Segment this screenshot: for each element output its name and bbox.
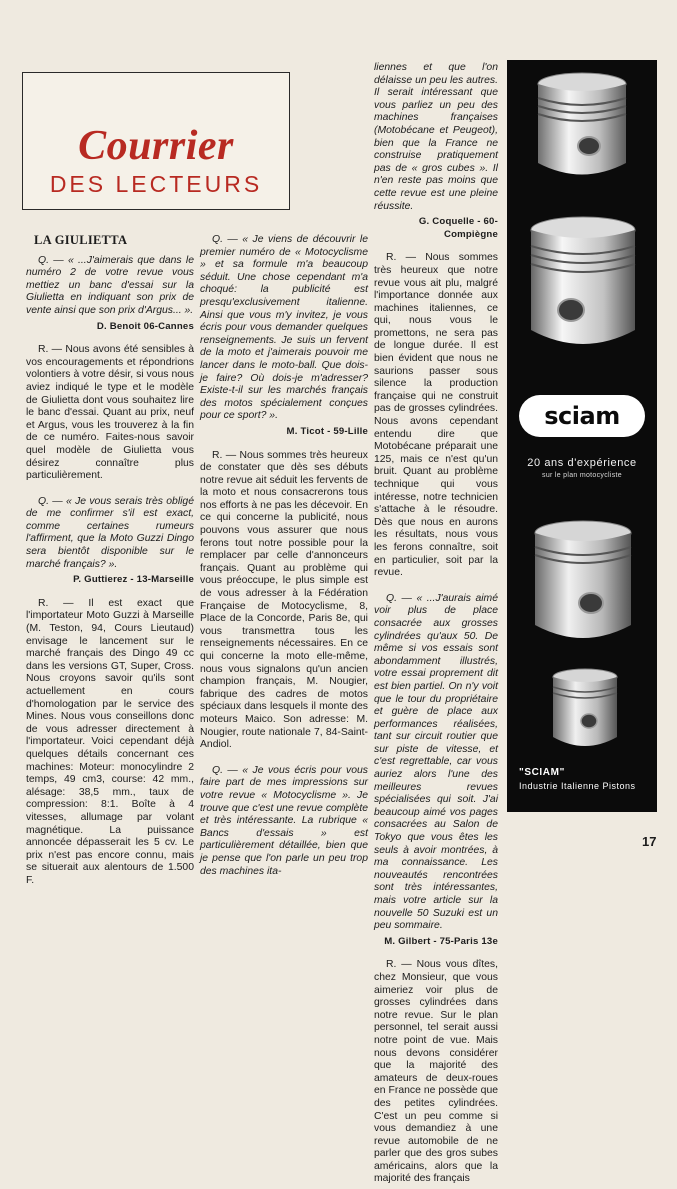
editor-response: R. — Nous sommes très heureux que notre revue vous ait plu, malgré l'importance donnée aux machines italiennes, ce qui, nous vous le promettons, ne sera pas de longue durée. Il est bien évident que nous ne saurions passer sous silence la production française qui ne construit pas de grosses cylindrées. Nous avons cependant entendu dire que Motobécane préparait une 125, mais ce n'est qu'un bruit. Quant au problème technique qui vous intéresse, notre technicien s'attache à le résoudre. Dès que nous en aurons les résultats, nous vous les ferons connaître, soit en particulier, soit par la revue. [374,252,498,579]
article-heading: LA GIULIETTA [34,233,128,247]
piston-image [527,68,637,188]
ad-tagline: 20 ans d'expérience [527,457,637,469]
section-subtitle: DES LECTEURS [49,171,263,197]
reader-question: Q. — « Je viens de découvrir le premier numéro de « Motocyclisme » et sa formule m'a beaucoup séduit. Une chose cependant m'a choqué: la publicité est presqu'exclusivement italienne. Ainsi que vous m'y invitez, je vous écris pour vous demander quelques renseignements. Je suis un fervent de la moto et j'aimerais pouvoir me lancer dans le moto-ball. Que dois-je faire? Où dois-je m'adresser? Existe-t-il sur les marchés français des motos spécialement conçues pour ce sport? ». [200,234,368,422]
reader-signature: G. Coquelle - 60-Compiègne [418,216,498,240]
text-column-2 [200,234,368,881]
sciam-logo: sciam [519,395,645,437]
ad-brand: "SCIAM" [519,767,565,778]
reader-question: Q. — « Je vous serais très obligé de me confirmer s'il est exact, comme certaines rumeurs l'affirment, que la Moto Guzzi Dingo sera bientôt disponible sur le marché français? ». [26,495,194,570]
reader-signature: P. Guttierez - 13-Marseille [73,574,194,586]
reader-signature: M. Ticot - 59-Lille [286,425,368,437]
section-title-box [22,72,290,210]
page-number: 17 [642,834,657,849]
reader-question: Q. — « Je vous écris pour vous faire part de mes impressions sur votre revue « Motocyclisme ». Je trouve que c'est une revue complète et très intéressante. La rubrique « Bancs d'essais » est particulièrement détaillée, bien que je pense que l'on parle un peu trop des machines ita- [200,764,368,877]
reader-question: Q. — « ...J'aurais aimé voir plus de place consacrée aux grosses cylindrées qu'aux 50. De même si vos essais sont abondamment illustrés, votre essai proprement dit est bien partiel. On n'y voit que le tour du propriétaire et guère de place aux performances réalisées, tant sur circuit routier que sur piste de vitesse, et c'est regrettable, car vous auriez alors l'une des meilleures revues spécialisées qui soit. J'ai beaucoup aimé vos pages consacrées au Salon de Tokyo que vous êtes les seuls à avoir montrées, à ma connaissance. Les nouveautés rencontrées sont très intéressantes, mais votre article sur la nouvelle 50 Suzuki est un peu sommaire. [374,592,498,932]
reader-question-continued: liennes et que l'on délaisse un peu les autres. Il serait intéressant que vous parliez un peu des machines françaises (Motobécane et Peugeot), bien que la France ne construise pratiquement pas de « gros cubes ». Il n'en reste pas moins que cette revue est une pleine réussite. [374,62,498,212]
section-title: Courrier [78,123,234,169]
piston-image [521,210,645,360]
text-column-3 [374,62,498,1189]
editor-response: R. — Nous vous dîtes, chez Monsieur, que vous aimeriez voir plus de grosses cylindrées dans notre revue. Sur le plan personnel, tel serait aussi notre point de vue. Mais nous devons considérer que la majorité des amateurs de deux-roues en France ne possède que des petites cylindrées. C'est un peu comme si vous demandiez à une revue automobile de ne parler que des gros subes américains, alors que la majorité des français [374,959,498,1185]
piston-image [525,515,641,655]
editor-response: R. — Il est exact que l'importateur Moto Guzzi à Marseille (M. Teston, 94, Cours Lieutaud) envisage le lancement sur le marché français des Dingo 49 cc dans les versions GT, Super, Cross. Nous croyons savoir qu'ils sont actuellement en cours d'homologation par le service des Mines. Nous vous conseillons donc de vous adresser directement à l'importateur. Voici cependant déjà quelques détails concernant ces machines: Moteur: monocylindre 2 temps, 49 cm3, course: 42 mm., alésage: 38,5 mm., taux de compression: 8:1. Boîte à 4 vitesses, allumage par volant magnétique. La puissance annoncée dépasserait les 5 cv. Le prix n'est pas encore connu, mais se situerait aux alentours de 1.500 F. [26,597,194,886]
piston-image [547,665,623,757]
ad-tagline-sub: sur le plan motocycliste [542,472,622,479]
editor-response: R. — Nous sommes très heureux de constater que dès ses débuts notre revue ait séduit les fervents de la moto et nous consacrerons tous nos efforts à ne pas les décevoir. En ce qui concerne la publicité, nous pouvons vous assurer que nous ferons tout notre possible pour la remplacer par celle d'annonceurs français. Quant au problème qui vous préoccupe, le plus simple est de vous adresser à la Fédération Française de Motocyclisme, 8, Place de la Concorde, Paris 8e, qui vous transmettra tous les renseignements nécessaires. En ce qui concerne la moto elle-même, nous vous signalons qu'un ancien champion français, M. Nougier, fabrique des cadres de motos spéciaux dans lesquels il monte des moteurs Maico. Son adresse: M. Nougier, route nationale 7, 84-Saint-Andiol. [200,449,368,751]
sciam-advertisement [507,60,657,812]
editor-response: R. — Nous avons été sensibles à vos encouragements et répondrions volontiers à votre désir, si vous nous aviez indiqué le type et le modèle de Giulietta dont vous souhaitez lire le banc d'essai. Quant au prix, neuf et Argus, vous les trouverez à la fin de ce numéro. Faites-nous savoir quel modèle de Giulietta vous désirez connaître plus particulièrement. [26,344,194,482]
ad-industry: Industrie Italienne Pistons [519,781,636,791]
reader-signature: M. Gilbert - 75-Paris 13e [384,935,498,947]
reader-signature: D. Benoit 06-Cannes [96,320,194,332]
text-column-1 [26,234,194,891]
reader-question: Q. — « ...J'aimerais que dans le numéro 2 de votre revue vous mettiez un banc d'essai sur la Giulietta en indiquant son prix de vente ainsi que son prix d'Argus... ». [26,254,194,316]
